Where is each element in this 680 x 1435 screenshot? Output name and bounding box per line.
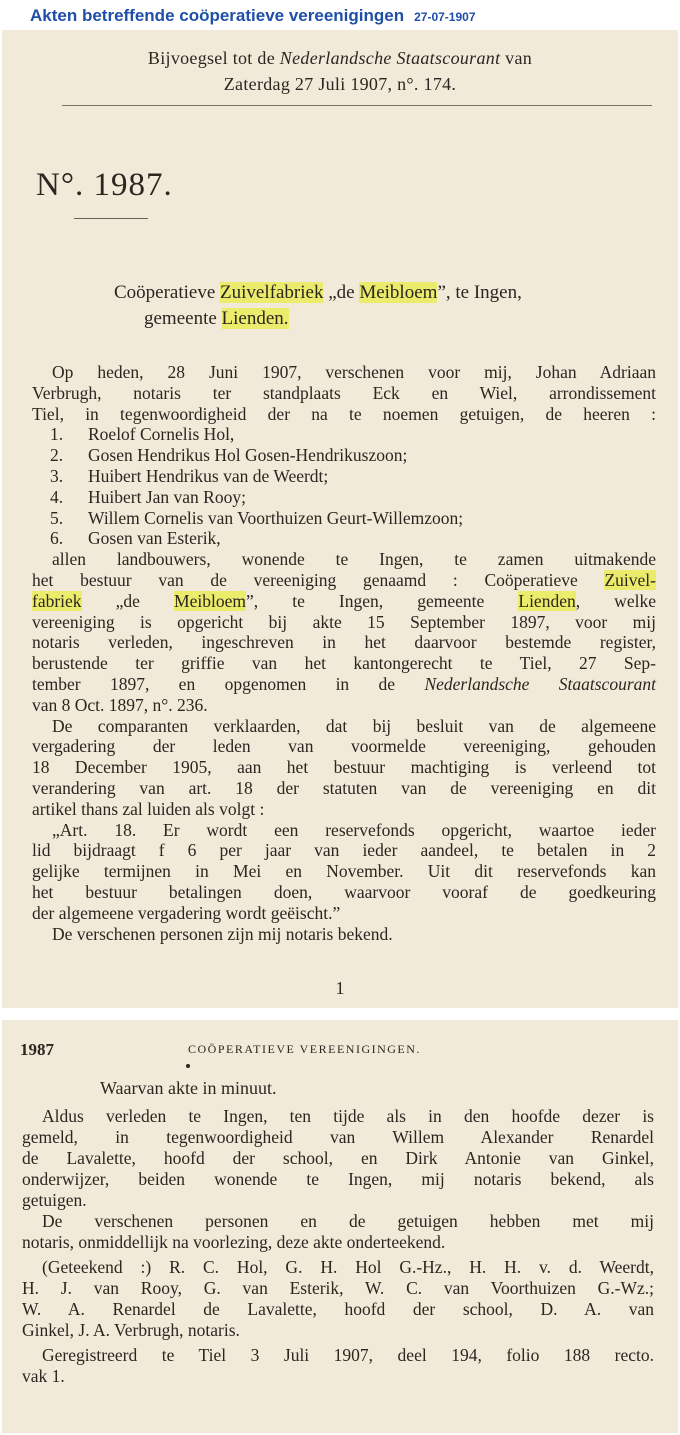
list-item [32, 466, 656, 487]
text-line: van 8 Oct. 1897, n°. 236. [32, 694, 208, 715]
page-2-running-title: COÖPERATIEVE VEREENIGINGEN. [188, 1042, 421, 1056]
list-item-number: 4. [50, 486, 64, 507]
text-run: tember 1897, en opgenomen in de [32, 673, 425, 694]
page-number: 1 [335, 978, 345, 998]
text-line: onderwijzer, beiden wonende te Ingen, mij notaris bekend, als [22, 1169, 654, 1189]
text-line: vereeniging is opgericht bij akte 15 September 1897, voor mij [32, 611, 656, 632]
list-item-number: 2. [50, 445, 64, 466]
text-line: Op heden, 28 Juni 1907, verschenen voor mij, Johan Adriaan [52, 362, 656, 382]
supplement-line-2: Zaterdag 27 Juli 1907, n°. 174. [223, 74, 457, 94]
text-line [32, 570, 656, 591]
text-line: (Geteekend :) R. C. Hol, G. H. Hol G.-Hz., H. H. v. d. Weerdt, [42, 1257, 654, 1277]
header-title: Akten betreffende coöperatieve vereenigingen [30, 6, 405, 25]
list-item-number: 5. [50, 507, 64, 528]
text-line: de Lavalette, hoofd der school, en Dirk Antonie van Ginkel, [22, 1148, 654, 1168]
header-date: 27-07-1907 [414, 10, 476, 24]
text-line: De comparanten verklaarden, dat bij besluit van de algemeene [52, 715, 656, 736]
supplement-italic: Nederlandsche Staatscourant [279, 48, 501, 68]
text-line: notaris verleden, ingeschreven in het daarvoor bestemde register, [32, 632, 656, 653]
cooperative-title-line-2 [114, 306, 654, 332]
text-line: Tiel, in tegenwoordigheid der na te noemen getuigen, de heeren : [32, 403, 656, 424]
minute-statement: Waarvan akte in minuut. [100, 1078, 277, 1098]
text-line: H. J. van Rooy, G. van Esterik, W. C. van Voorthuizen G.-Wz.; [22, 1278, 654, 1298]
document-page-2 [2, 1020, 678, 1433]
text-line: getuigen. [22, 1190, 87, 1210]
text-line: vak 1. [22, 1366, 65, 1386]
text-line: der algemeene vergadering wordt geëischt.” [32, 902, 341, 923]
text-line [32, 674, 656, 695]
page-2-header [20, 1040, 660, 1060]
text-line: allen landbouwers, wonende te Ingen, te zamen uitmakende [52, 549, 656, 570]
paragraph-article-18 [32, 820, 656, 924]
text-line: Geregistreerd te Tiel 3 Juli 1907, deel 194, folio 188 recto. [42, 1345, 654, 1365]
coop-text: Coöperatieve [114, 282, 221, 303]
text-run: ”, te Ingen, gemeente [245, 590, 519, 611]
document-page-1 [2, 30, 678, 1008]
cooperative-title [114, 280, 654, 332]
header-rule [62, 105, 652, 106]
coop-text-2: gemeente [144, 308, 222, 329]
list-item-text: Willem Cornelis van Voorthuizen Geurt-Willemzoon; [88, 507, 464, 528]
text-line: W. A. Renardel de Lavalette, hoofd der school, D. A. van [22, 1299, 654, 1319]
act-body [32, 362, 656, 944]
text-line: De verschenen personen en de getuigen hebben met mij [42, 1211, 654, 1231]
list-item [32, 424, 656, 445]
list-item-text: Gosen Hendrikus Hol Gosen-Hendrikuszoon; [88, 445, 408, 466]
highlight-fabriek: fabriek [32, 590, 82, 611]
highlight-meibloem: Meibloem [359, 282, 438, 303]
text-line: lid bijdraagt f 6 per jaar van ieder aandeel, te betalen in 2 [32, 840, 656, 861]
list-item-text: Gosen van Esterik, [88, 528, 221, 549]
supplement-text-end: van [500, 48, 533, 68]
ink-dot [186, 1064, 190, 1068]
paragraph-executed [22, 1106, 654, 1211]
supplement-line-1 [2, 46, 678, 70]
text-line: Verbrugh, notaris ter standplaats Eck en Wiel, arrondissement [32, 382, 656, 403]
text-line: „Art. 18. Er wordt een reservefonds opgericht, waartoe ieder [52, 819, 656, 840]
text-line: artikel thans zal luiden als volgt : [32, 798, 265, 819]
list-item [32, 445, 656, 466]
text-italic: Nederlandsche Staatscourant [424, 673, 656, 694]
highlight-lienden: Lienden [518, 590, 576, 611]
text-line: Ginkel, J. A. Verbrugh, notaris. [22, 1320, 240, 1340]
document-header [30, 6, 476, 30]
paragraph-resolution [32, 716, 656, 820]
highlight-zuivelfabriek: Zuivelfabriek [220, 282, 324, 303]
paragraph-registered [22, 1345, 654, 1387]
paragraph-signatures [22, 1257, 654, 1341]
list-item-number: 6. [50, 528, 64, 549]
list-item [32, 487, 656, 508]
list-item-text: Huibert Jan van Rooy; [88, 486, 246, 507]
list-item-number: 3. [50, 465, 64, 486]
list-item [32, 528, 656, 549]
text-run: „de [81, 590, 175, 611]
act-number: N°. 1987. [36, 167, 173, 203]
board-members-list [32, 424, 656, 549]
text-run: , welke [575, 590, 656, 611]
text-line: De verschenen personen zijn mij notaris bekend. [52, 923, 393, 944]
highlight-zuivel: Zuivel- [604, 569, 656, 590]
highlight-lienden: Lienden. [221, 308, 289, 329]
text-line: verandering van art. 18 der statuten van de vereeniging en dit [32, 777, 656, 798]
act-closing [22, 1106, 654, 1387]
page-2-act-number: 1987 [20, 1040, 54, 1059]
text-line [32, 591, 656, 612]
text-run: het bestuur van de vereeniging genaamd : Coöperatieve [32, 569, 605, 590]
coop-text-end: ”, te Ingen, [437, 282, 522, 303]
list-item-text: Roelof Cornelis Hol, [88, 424, 235, 445]
supplement-text: Bijvoegsel tot de [147, 48, 280, 68]
text-line: notaris, onmiddellijk na voorlezing, deze akte onderteekend. [22, 1232, 446, 1252]
number-rule [74, 218, 148, 219]
cooperative-title-line-1 [114, 280, 654, 306]
paragraph-known [32, 924, 656, 945]
text-line: gelijke termijnen in Mei en November. Uit dit reservefonds kan [32, 861, 656, 882]
text-line: vergadering der leden van voormelde vereeniging, gehouden [32, 736, 656, 757]
list-item-text: Huibert Hendrikus van de Weerdt; [88, 465, 329, 486]
text-line: 18 December 1905, aan het bestuur machtiging is verleend tot [32, 757, 656, 778]
paragraph-appearance [32, 362, 656, 424]
list-item-number: 1. [50, 424, 64, 445]
text-line: het bestuur betalingen doen, waarvoor vooraf de goedkeuring [32, 881, 656, 902]
coop-text-mid: „de [323, 282, 360, 303]
text-line: Aldus verleden te Ingen, ten tijde als in den hoofde dezer is [42, 1106, 654, 1126]
highlight-meibloem: Meibloem [174, 590, 246, 611]
list-item [32, 508, 656, 529]
paragraph-signed [22, 1211, 654, 1253]
text-line: gemeld, in tegenwoordigheid van Willem Alexander Renardel [22, 1127, 654, 1147]
text-line: berustende ter griffie van het kantongerecht te Tiel, 27 Sep- [32, 653, 656, 674]
paragraph-board [32, 549, 656, 715]
